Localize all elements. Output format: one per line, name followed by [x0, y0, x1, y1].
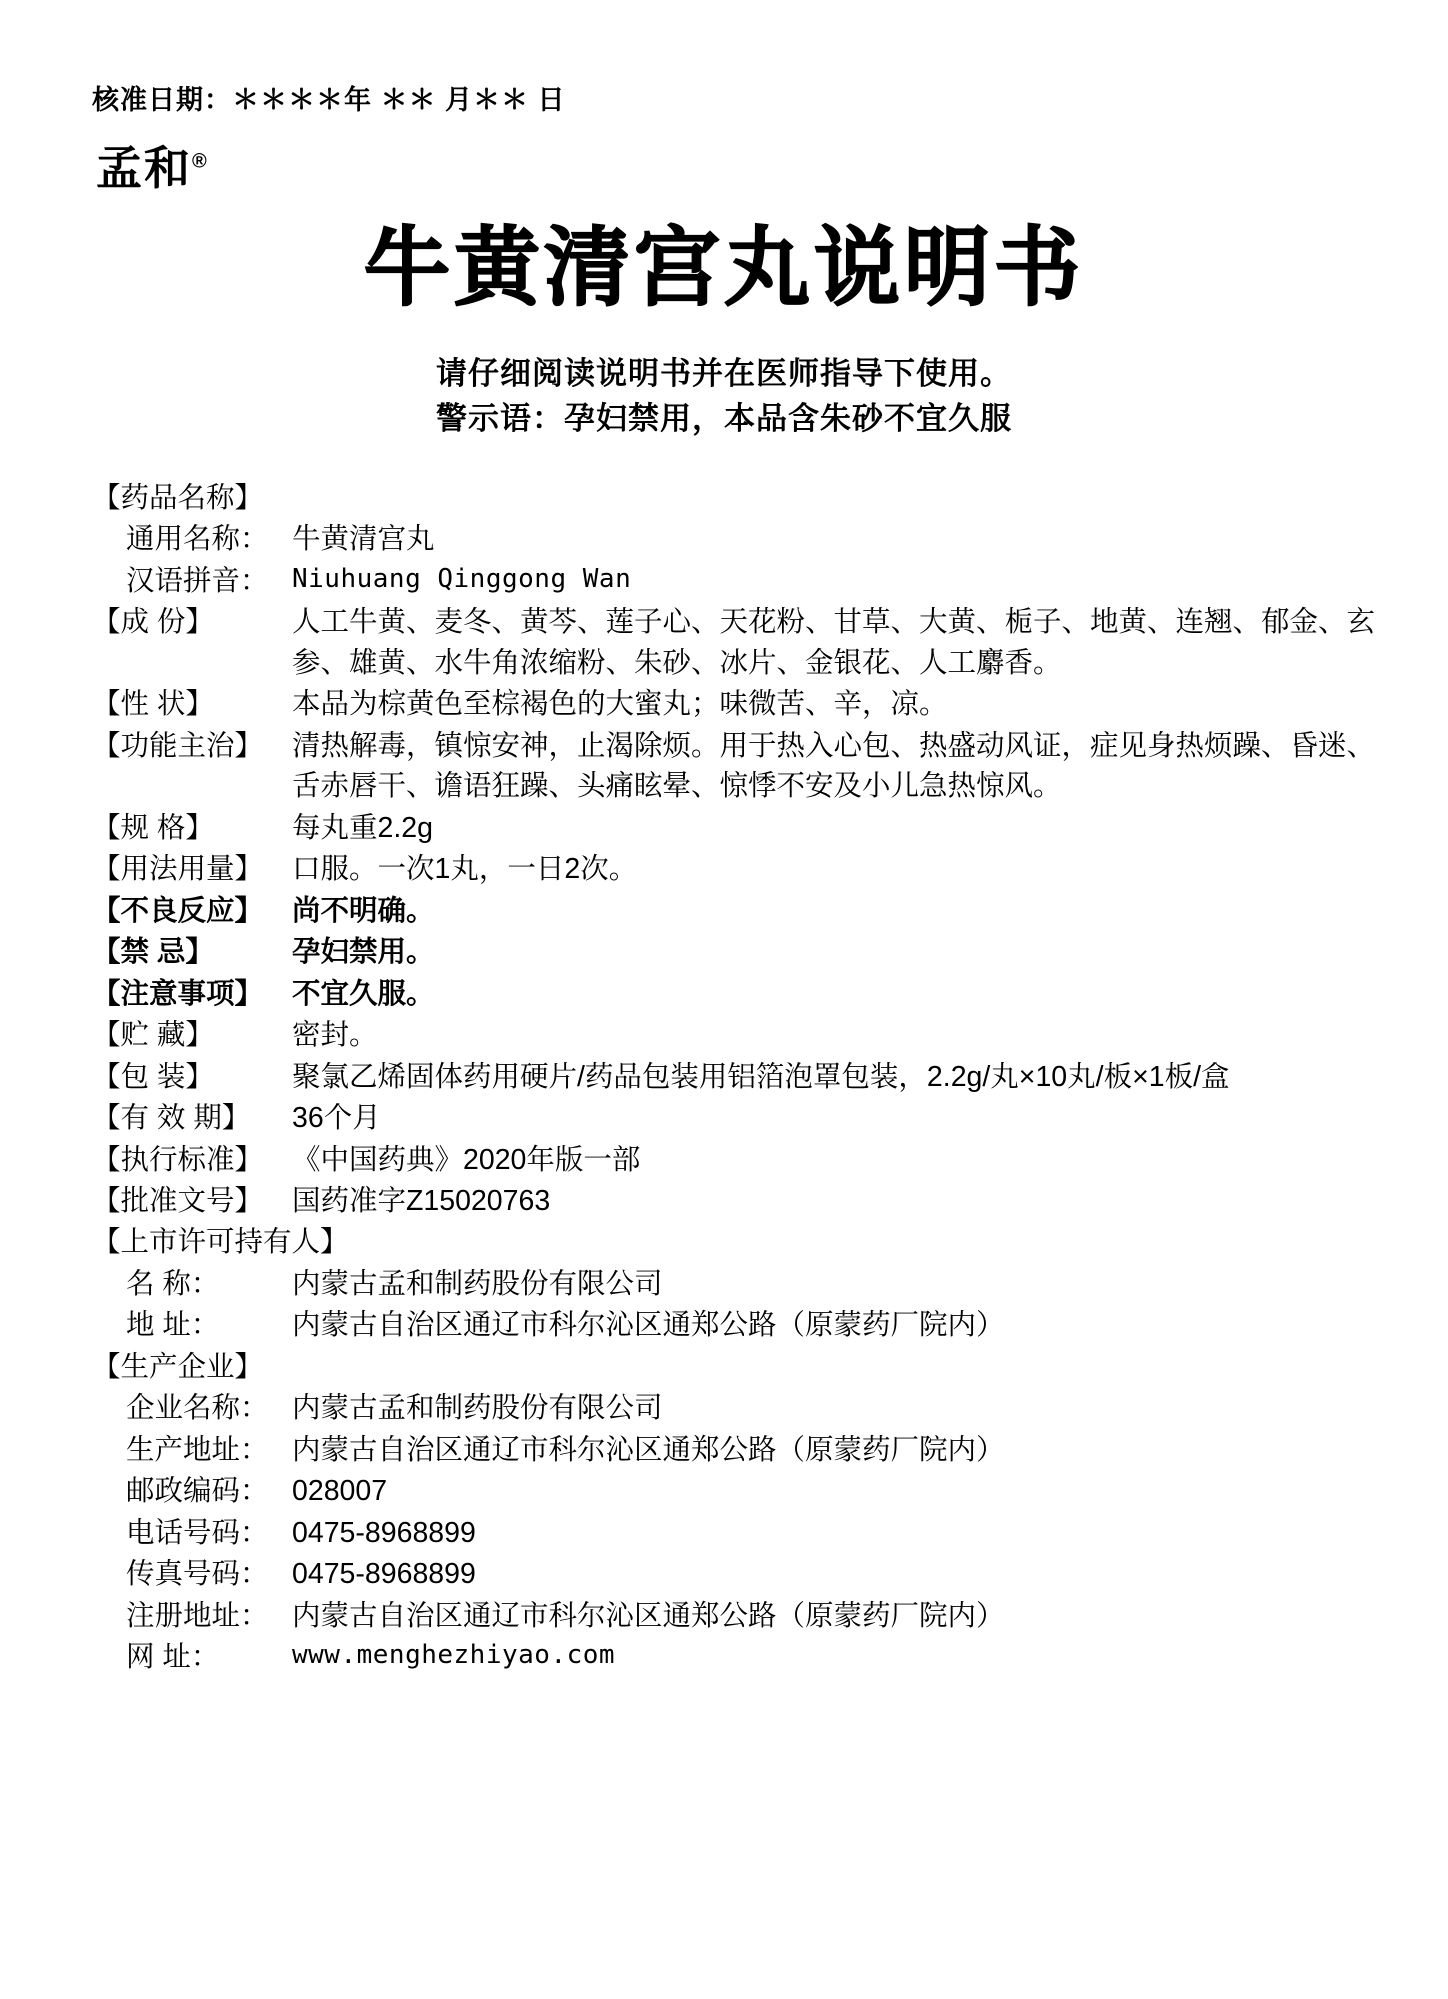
section-precautions: [92, 974, 1392, 1014]
dosage-value: 口服。一次1丸，一日2次。: [292, 853, 638, 886]
company-name-label: 企业名称：: [126, 1392, 269, 1425]
company-name-value: 内蒙古孟和制药股份有限公司: [292, 1392, 663, 1425]
section-approval-number: [92, 1181, 1392, 1221]
section-company-name: [92, 1388, 1392, 1428]
section-ingredients: [92, 602, 1392, 683]
fax-value: 0475-8968899: [292, 1558, 476, 1591]
precautions-value: 不宜久服。: [292, 977, 435, 1010]
storage-value: 密封。: [292, 1019, 378, 1052]
packaging-value: 聚氯乙烯固体药用硬片/药品包装用铝箔泡罩包装，2.2g/丸×10丸/板×1板/盒: [292, 1060, 1230, 1093]
section-contraindications: [92, 932, 1392, 972]
adverse-reactions-label: 【不良反应】: [92, 894, 264, 927]
section-properties: [92, 684, 1392, 724]
pinyin-value: Niuhuang Qinggong Wan: [292, 563, 632, 594]
indications-label: 【功能主治】: [92, 729, 264, 762]
mah-name-label: 名 称：: [126, 1267, 220, 1300]
section-indications: [92, 726, 1392, 807]
registered-address-label: 注册地址：: [126, 1599, 269, 1632]
section-packaging: [92, 1057, 1392, 1097]
section-standard: [92, 1140, 1392, 1180]
section-storage: [92, 1015, 1392, 1055]
properties-label: 【性 状】: [92, 688, 214, 721]
mah-name-value: 内蒙古孟和制药股份有限公司: [292, 1267, 663, 1300]
ingredients-label: 【成 份】: [92, 606, 214, 639]
properties-value: 本品为棕黄色至棕褐色的大蜜丸；味微苦、辛，凉。: [292, 688, 948, 721]
production-address-value: 内蒙古自治区通辽市科尔沁区通郑公路（原蒙药厂院内）: [292, 1433, 1005, 1466]
approval-date: 核准日期：＊＊＊＊年 ＊＊ 月＊＊ 日: [92, 85, 566, 115]
section-postcode: [92, 1471, 1392, 1511]
section-shelf-life: [92, 1098, 1392, 1138]
phone-value: 0475-8968899: [292, 1516, 476, 1549]
section-dosage: [92, 849, 1392, 889]
standard-label: 【执行标准】: [92, 1143, 264, 1176]
manufacturer-heading-label: 【生产企业】: [92, 1350, 264, 1383]
pinyin-label: 汉语拼音：: [126, 564, 269, 597]
mah-address-value: 内蒙古自治区通辽市科尔沁区通郑公路（原蒙药厂院内）: [292, 1309, 1005, 1342]
section-drug-name-heading: [92, 478, 1392, 518]
mah-heading-label: 【上市许可持有人】: [92, 1226, 349, 1259]
approval-number-value: 国药准字Z15020763: [292, 1184, 551, 1217]
indications-value: 清热解毒，镇惊安神，止渴除烦。用于热入心包、热盛动风证，症见身热烦躁、昏迷、舌赤唇干、谵语狂躁、头痛眩晕、惊悸不安及小儿急热惊风。: [292, 729, 1376, 803]
specification-label: 【规 格】: [92, 811, 214, 844]
precautions-label: 【注意事项】: [92, 977, 264, 1010]
specification-value: 每丸重2.2g: [292, 811, 433, 844]
section-specification: [92, 808, 1392, 848]
shelf-life-label: 【有 效 期】: [92, 1102, 251, 1135]
phone-label: 电话号码：: [126, 1516, 269, 1549]
registered-trademark-icon: ®: [192, 150, 209, 173]
section-mah-name: [92, 1264, 1392, 1304]
production-address-label: 生产地址：: [126, 1433, 269, 1466]
section-fax: [92, 1554, 1392, 1594]
brand-logo: [96, 132, 209, 198]
approval-number-label: 【批准文号】: [92, 1184, 264, 1217]
section-phone: [92, 1513, 1392, 1553]
section-adverse-reactions: [92, 891, 1392, 931]
page-title: 牛黄清宫丸说明书: [364, 218, 1084, 318]
generic-name-label: 通用名称：: [126, 523, 269, 556]
fax-label: 传真号码：: [126, 1558, 269, 1591]
storage-label: 【贮 藏】: [92, 1019, 214, 1052]
standard-value: 《中国药典》2020年版一部: [292, 1143, 641, 1176]
mah-address-label: 地 址：: [126, 1309, 220, 1342]
ingredients-value: 人工牛黄、麦冬、黄芩、莲子心、天花粉、甘草、大黄、栀子、地黄、连翘、郁金、玄参、雄黄、水牛角浓缩粉、朱砂、冰片、金银花、人工麝香。: [292, 606, 1376, 679]
subtitle-block: [0, 352, 1448, 442]
contraindications-label: 【禁 忌】: [92, 936, 214, 969]
instruction-line: 请仔细阅读说明书并在医师指导下使用。: [436, 356, 1012, 391]
section-manufacturer-heading: [92, 1347, 1392, 1387]
dosage-label: 【用法用量】: [92, 853, 264, 886]
shelf-life-value: 36个月: [292, 1102, 381, 1135]
postcode-label: 邮政编码：: [126, 1475, 269, 1508]
section-website: [92, 1637, 1392, 1677]
adverse-reactions-value: 尚不明确。: [292, 894, 435, 927]
warning-line: 警示语：孕妇禁用，本品含朱砂不宜久服: [436, 400, 1012, 436]
postcode-value: 028007: [292, 1475, 388, 1508]
brand-name: 孟和: [96, 142, 192, 194]
section-registered-address: [92, 1596, 1392, 1636]
generic-name-value: 牛黄清宫丸: [292, 523, 435, 556]
section-pinyin: [92, 561, 1392, 601]
registered-address-value: 内蒙古自治区通辽市科尔沁区通郑公路（原蒙药厂院内）: [292, 1599, 1005, 1632]
packaging-label: 【包 装】: [92, 1060, 214, 1093]
contraindications-value: 孕妇禁用。: [292, 936, 435, 969]
section-generic-name: [92, 519, 1392, 559]
drug-name-heading-label: 【药品名称】: [92, 482, 264, 514]
section-mah-heading: [92, 1222, 1392, 1262]
insert-body: [92, 478, 1392, 1679]
website-label: 网 址：: [126, 1641, 220, 1674]
section-mah-address: [92, 1305, 1392, 1345]
website-value[interactable]: www.menghezhiyao.com: [292, 1640, 616, 1671]
section-production-address: [92, 1430, 1392, 1470]
